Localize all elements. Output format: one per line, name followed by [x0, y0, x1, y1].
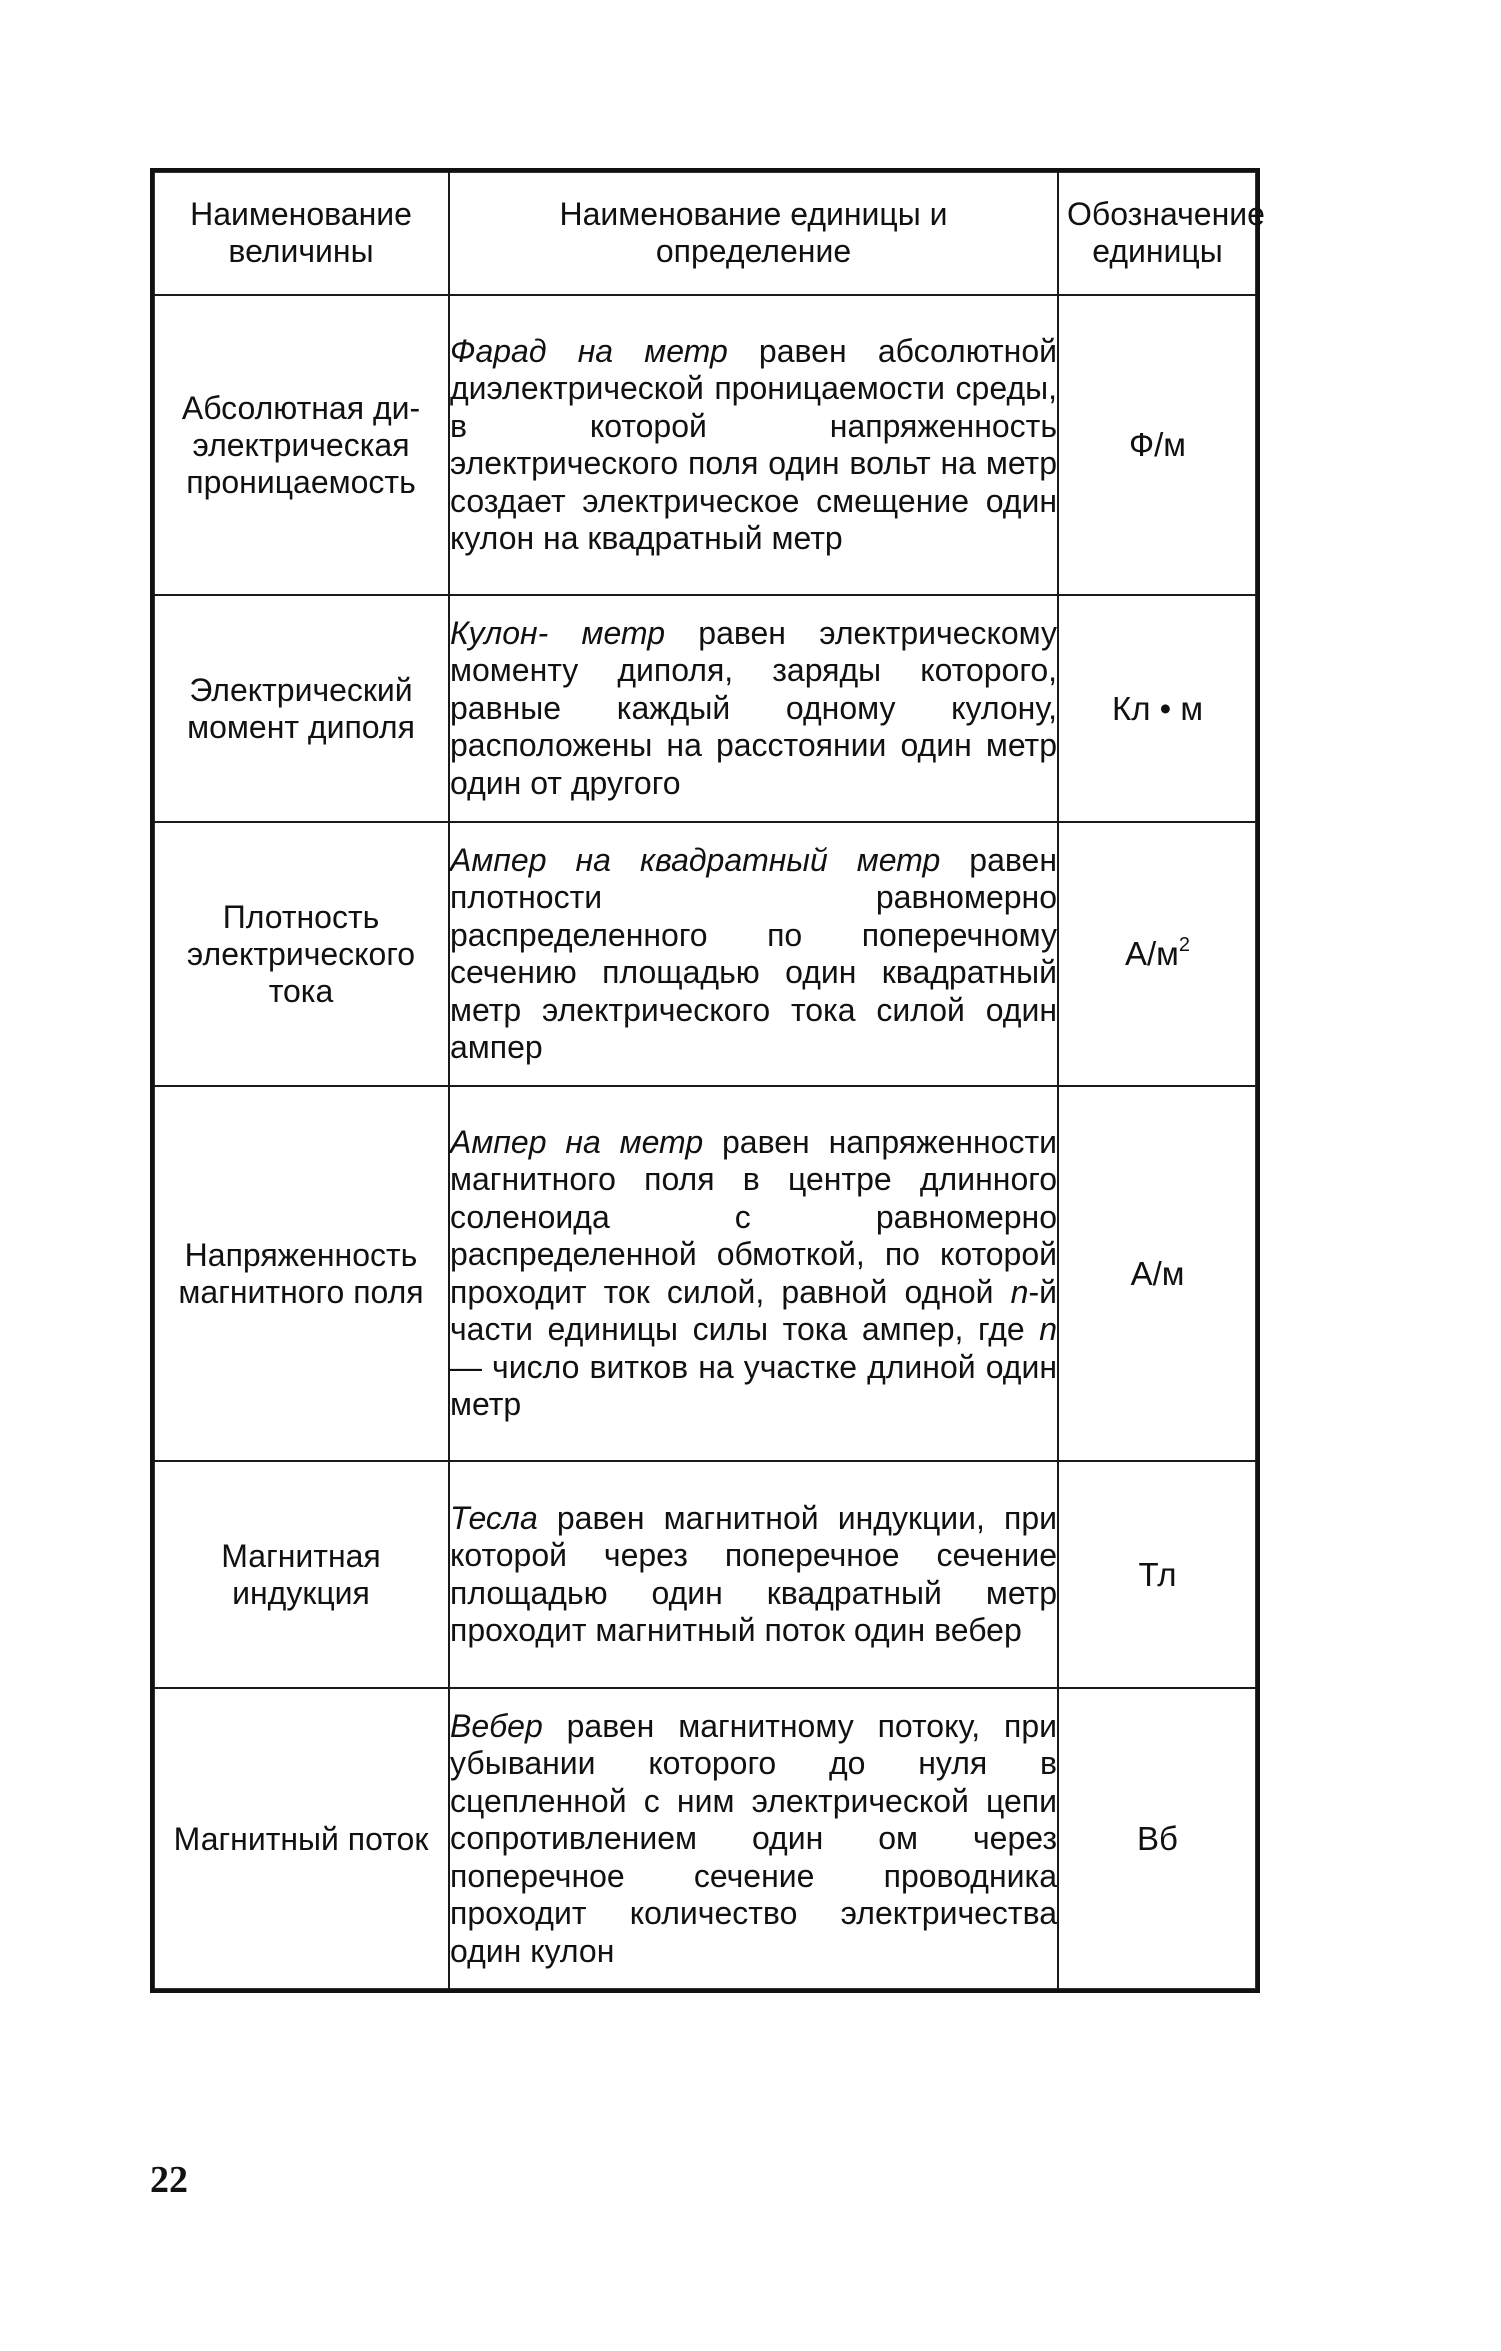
header-unit-symbol: Обозначение единицы [1058, 170, 1258, 295]
table-row [152, 1688, 1258, 1991]
symbol-cell: Вб [1058, 1688, 1258, 1991]
definition-cell [449, 595, 1058, 822]
table-row [152, 1086, 1258, 1461]
definition-cell [449, 822, 1058, 1086]
symbol-superscript: 2 [1178, 934, 1190, 956]
table-row [152, 822, 1258, 1086]
table-row [152, 295, 1258, 595]
definition-text: — число витков на участке длиной один метр [450, 1348, 1057, 1422]
variable-n: n [1010, 1273, 1029, 1310]
header-unit-name: Наименование единицы и определение [449, 170, 1058, 295]
symbol-text: А/м [1125, 935, 1179, 972]
symbol-cell: Тл [1058, 1461, 1258, 1688]
symbol-cell: А/м [1058, 1086, 1258, 1461]
definition-text: равен абсолютной диэлектрической проницаемости среды, в которой напряженность электрического поля один вольт на метр создает электрическое смещение один кулон на квадратный метр [450, 332, 1057, 556]
definition-text: равен напряженности магнитного поля в центре длинного соленоида с равномерно распределенной обмоткой, по которой проходит ток силой, равной одной [450, 1123, 1057, 1310]
table-header-row [152, 170, 1258, 295]
quantity-cell: Плотность электрического тока [152, 822, 449, 1086]
unit-term: Ампер на квадратный метр [450, 841, 941, 878]
unit-term: Кулон- метр [450, 614, 665, 651]
definition-text: равен магнитной индукции, при которой через поперечное сечение площадью один квадратный метр проходит магнитный поток один вебер [450, 1499, 1057, 1648]
definition-cell [449, 1461, 1058, 1688]
definition-text: -й части единицы силы тока ампер, где [450, 1273, 1057, 1347]
quantity-cell: Магнитный поток [152, 1688, 449, 1991]
page-number: 22 [150, 2159, 188, 2201]
symbol-cell: Ф/м [1058, 295, 1258, 595]
symbol-cell: Кл • м [1058, 595, 1258, 822]
unit-term: Фарад на метр [450, 332, 728, 369]
definition-text: равен электрическому моменту диполя, заряды которого, равные каждый одному кулону, расположены на расстоянии один метр один от другого [450, 614, 1058, 801]
symbol-cell [1058, 822, 1258, 1086]
table-row [152, 1461, 1258, 1688]
quantity-cell: Напряженность магнитного поля [152, 1086, 449, 1461]
quantity-cell: Электрический момент диполя [152, 595, 449, 822]
quantity-cell: Магнитная индукция [152, 1461, 449, 1688]
units-table [150, 168, 1265, 1993]
definition-text: равен плотности равномерно распределенного по поперечному сечению площадью один квадратный метр электрического тока силой один ампер [450, 841, 1058, 1065]
header-quantity: Наименование величины [152, 170, 449, 295]
definition-cell [449, 1688, 1058, 1991]
unit-term: Вебер [450, 1707, 543, 1744]
variable-n: n [1039, 1311, 1057, 1347]
definition-cell [449, 295, 1058, 595]
definition-cell [449, 1086, 1058, 1461]
quantity-cell: Абсолютная ди-электрическая проницаемость [152, 295, 449, 595]
definition-text: равен магнитному потоку, при убывании которого до нуля в сцепленной с ним электрической цепи сопротивлением один ом через поперечное сечение проводника проходит количество электричества один кулон [450, 1707, 1057, 1969]
unit-term: Тесла [450, 1499, 538, 1536]
unit-term: Ампер на метр [450, 1123, 704, 1160]
table-row [152, 595, 1258, 822]
